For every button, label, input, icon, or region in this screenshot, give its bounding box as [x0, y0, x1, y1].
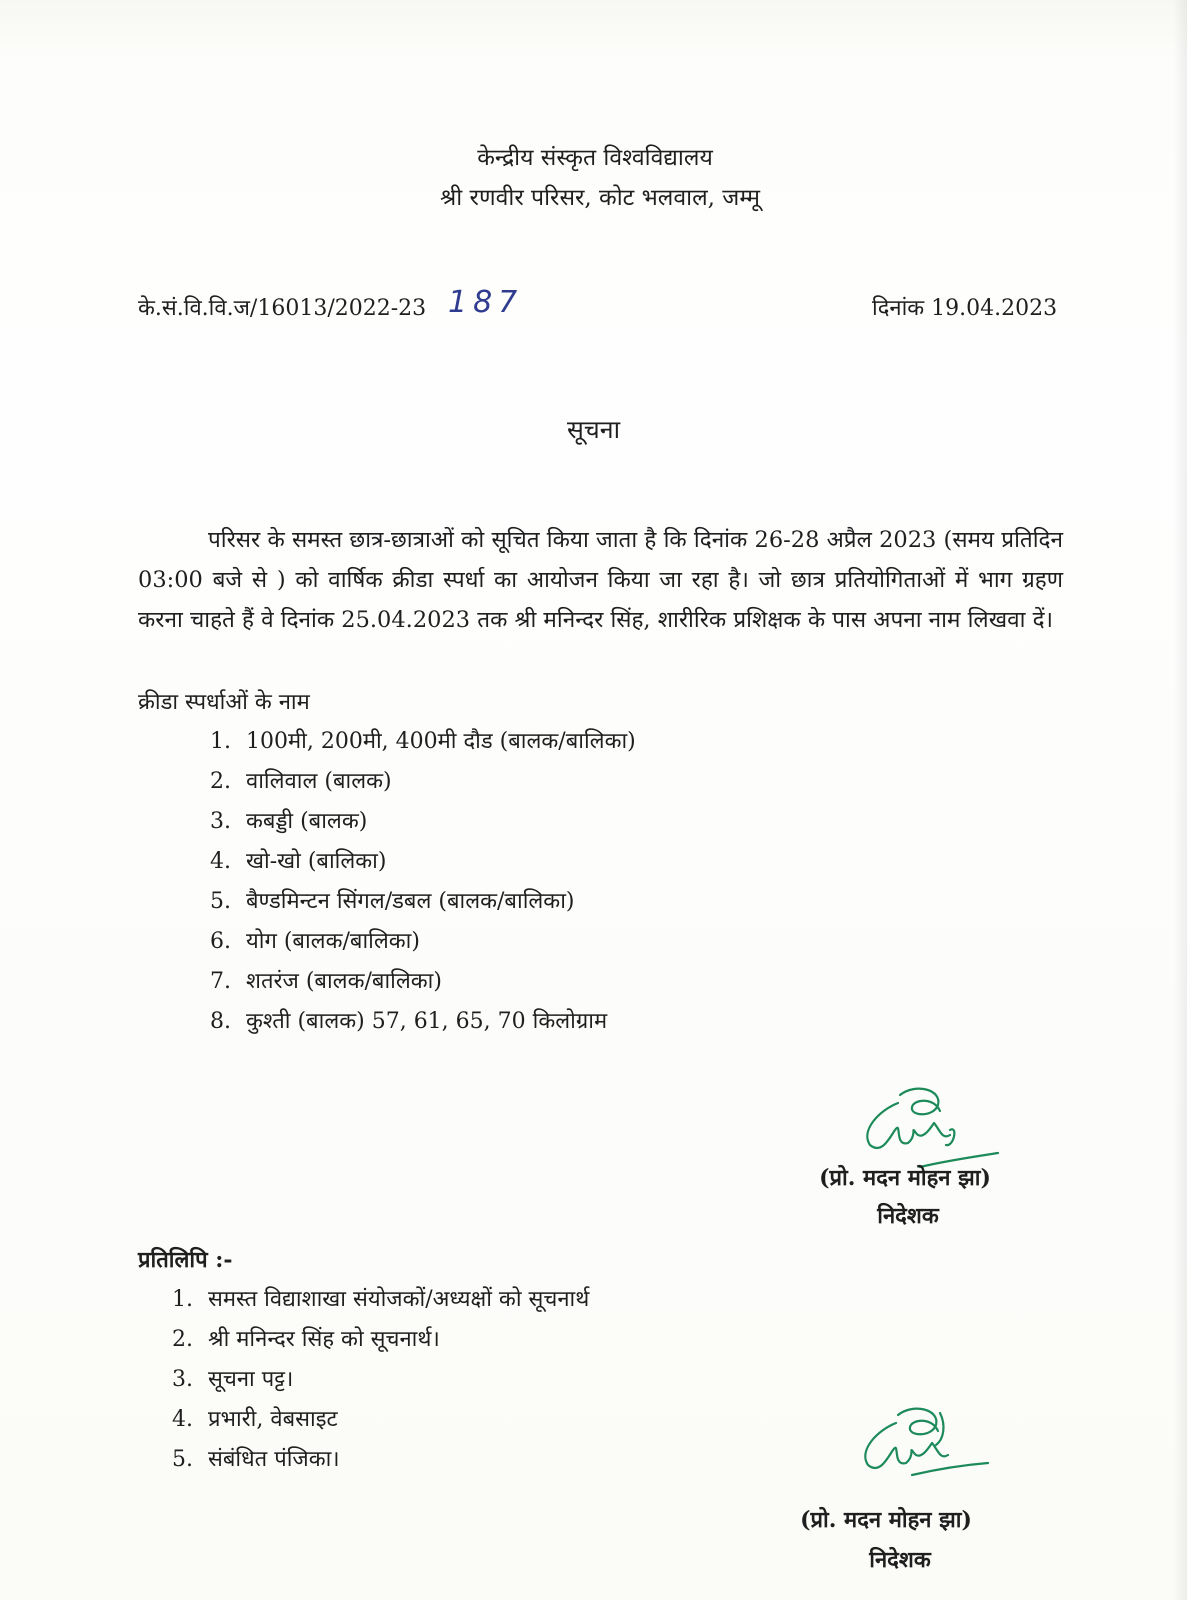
- list-text: योग (बालक/बालिका): [246, 929, 420, 954]
- list-number: 5.: [210, 889, 231, 914]
- list-text: समस्त विद्याशाखा संयोजकों/अध्यक्षों को सूचनार्थ: [208, 1287, 590, 1312]
- list-text: कबड्डी (बालक): [246, 809, 368, 834]
- list-item: [210, 962, 636, 1002]
- list-text: कुश्ती (बालक) 57, 61, 65, 70 किलोग्राम: [246, 1009, 608, 1034]
- list-item: [210, 1002, 636, 1042]
- list-number: 1.: [172, 1287, 193, 1312]
- list-item: [172, 1320, 589, 1360]
- list-number: 6.: [210, 929, 231, 954]
- sports-heading: क्रीडा स्पर्धाओं के नाम: [138, 690, 310, 715]
- list-number: 3.: [172, 1367, 193, 1392]
- list-item: [210, 922, 636, 962]
- signatory-name-second: (प्रो. मदन मोहन झा): [800, 1507, 972, 1533]
- list-item: [210, 842, 636, 882]
- list-text: प्रभारी, वेबसाइट: [208, 1407, 338, 1432]
- copy-list: [172, 1280, 589, 1480]
- list-item: [210, 802, 636, 842]
- list-text: खो-खो (बालिका): [246, 849, 387, 874]
- notice-date: दिनांक 19.04.2023: [872, 296, 1058, 321]
- handwritten-dispatch-number: 187: [448, 285, 524, 320]
- list-text: वालिवाल (बालक): [246, 769, 392, 794]
- list-number: 1.: [210, 729, 231, 754]
- notice-body: [138, 520, 1063, 640]
- list-text: श्री मनिन्दर सिंह को सूचनार्थ।: [208, 1327, 440, 1352]
- campus-address: श्री रणवीर परिसर, कोट भलवाल, जम्मू: [439, 185, 760, 211]
- list-item: [172, 1440, 589, 1480]
- list-text: शतरंज (बालक/बालिका): [246, 969, 442, 994]
- list-item: [210, 882, 636, 922]
- signature-image-second: [848, 1405, 998, 1500]
- list-item: [210, 762, 636, 802]
- sports-list: [210, 722, 636, 1042]
- signatory-role: निदेशक: [877, 1203, 939, 1229]
- university-name: केन्द्रीय संस्कृत विश्वविद्यालय: [477, 145, 713, 171]
- signatory-role-second: निदेशक: [869, 1547, 931, 1573]
- reference-number: के.सं.वि.वि.ज/16013/2022-23: [138, 296, 427, 321]
- list-number: 8.: [210, 1009, 231, 1034]
- list-text: सूचना पट्ट।: [208, 1367, 294, 1392]
- list-item: [172, 1280, 589, 1320]
- list-number: 4.: [210, 849, 231, 874]
- list-item: [210, 722, 636, 762]
- list-number: 4.: [172, 1407, 193, 1432]
- notice-title: सूचना: [567, 415, 621, 444]
- list-number: 2.: [172, 1327, 193, 1352]
- list-item: [172, 1360, 589, 1400]
- list-text: संबंधित पंजिका।: [208, 1447, 340, 1472]
- list-item: [172, 1400, 589, 1440]
- list-number: 7.: [210, 969, 231, 994]
- copy-heading: प्रतिलिपि :-: [138, 1247, 233, 1273]
- list-number: 5.: [172, 1447, 193, 1472]
- list-number: 3.: [210, 809, 231, 834]
- list-text: बैण्डमिन्टन सिंगल/डबल (बालक/बालिका): [246, 889, 575, 914]
- notice-body-text: परिसर के समस्त छात्र-छात्राओं को सूचित किया जाता है कि दिनांक 26-28 अप्रैल 2023 (समय प्रतिदिन 03:00 बजे से ) को वार्षिक क्रीडा स्पर्धा का आयोजन किया जा रहा है। जो छात्र प्रतियोगिताओं में भाग ग्रहण करना चाहते हैं वे दिनांक 25.04.2023 तक श्री मनिन्दर सिंह, शारीरिक प्रशिक्षक के पास अपना नाम लिखवा दें।: [138, 527, 1063, 633]
- list-number: 2.: [210, 769, 231, 794]
- list-text: 100मी, 200मी, 400मी दौड (बालक/बालिका): [246, 729, 636, 754]
- signatory-name: (प्रो. मदन मोहन झा): [819, 1165, 991, 1191]
